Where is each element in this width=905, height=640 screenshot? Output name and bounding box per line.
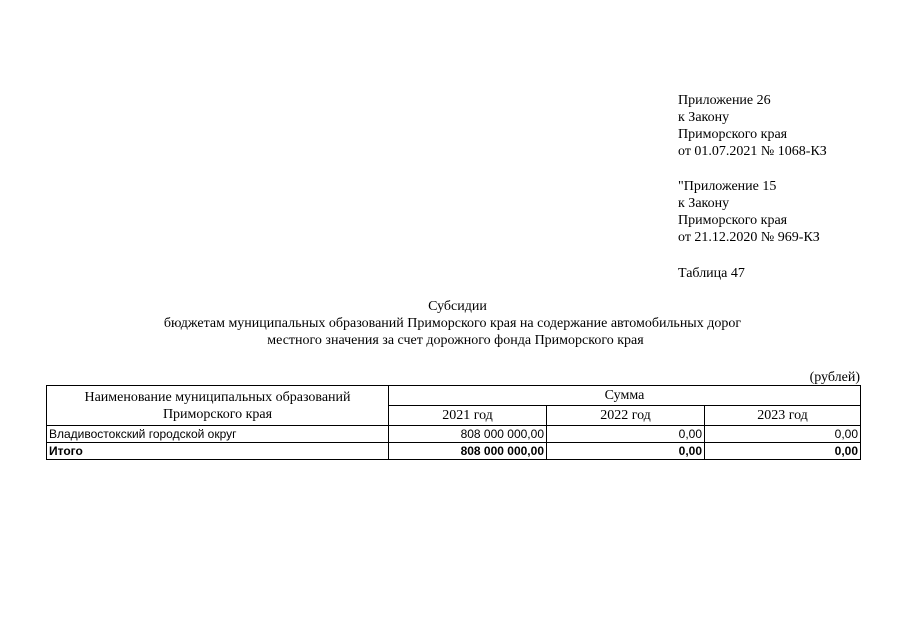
title-line-2: бюджетам муниципальных образований Приморского края на содержание автомобильных дорог [163,316,742,331]
total-value-2023: 0,00 [705,443,861,460]
annex-previous-line-1: "Приложение 15 [678,179,777,194]
annex-current-line-1: Приложение 26 [678,93,771,108]
annex-previous-line-3: Приморского края [678,213,788,228]
header-sum: Сумма [389,386,861,406]
table-row [47,426,861,443]
annex-current-line-4: от 01.07.2021 № 1068-КЗ [678,144,827,159]
header-year-2021: 2021 год [389,406,547,426]
table-number: Таблица 47 [678,266,745,281]
annex-previous-reference [678,178,820,246]
title-line-3: местного значения за счет дорожного фонда Приморского края [267,333,644,348]
header-year-2023: 2023 год [705,406,861,426]
annex-previous-line-4: от 21.12.2020 № 969-КЗ [678,230,820,245]
annex-previous-line-2: к Закону [678,196,730,211]
annex-current-reference [678,92,827,160]
document-title [0,298,905,349]
total-value-2022: 0,00 [547,443,705,460]
total-value-2021: 808 000 000,00 [389,443,547,460]
annex-current-line-3: Приморского края [678,127,788,142]
units-label: (рублей) [809,370,860,385]
title-line-1: Субсидии [428,299,487,314]
table-header-row [47,386,861,406]
subsidies-table [46,385,861,460]
annex-current-line-2: к Закону [678,110,730,125]
row-municipality-name: Владивостокский городской округ [47,426,389,443]
header-municipality: Наименование муниципальных образований Приморского края [47,386,389,426]
total-label: Итого [47,443,389,460]
row-value-2023: 0,00 [705,426,861,443]
row-value-2022: 0,00 [547,426,705,443]
header-year-2022: 2022 год [547,406,705,426]
row-value-2021: 808 000 000,00 [389,426,547,443]
table-total-row [47,443,861,460]
